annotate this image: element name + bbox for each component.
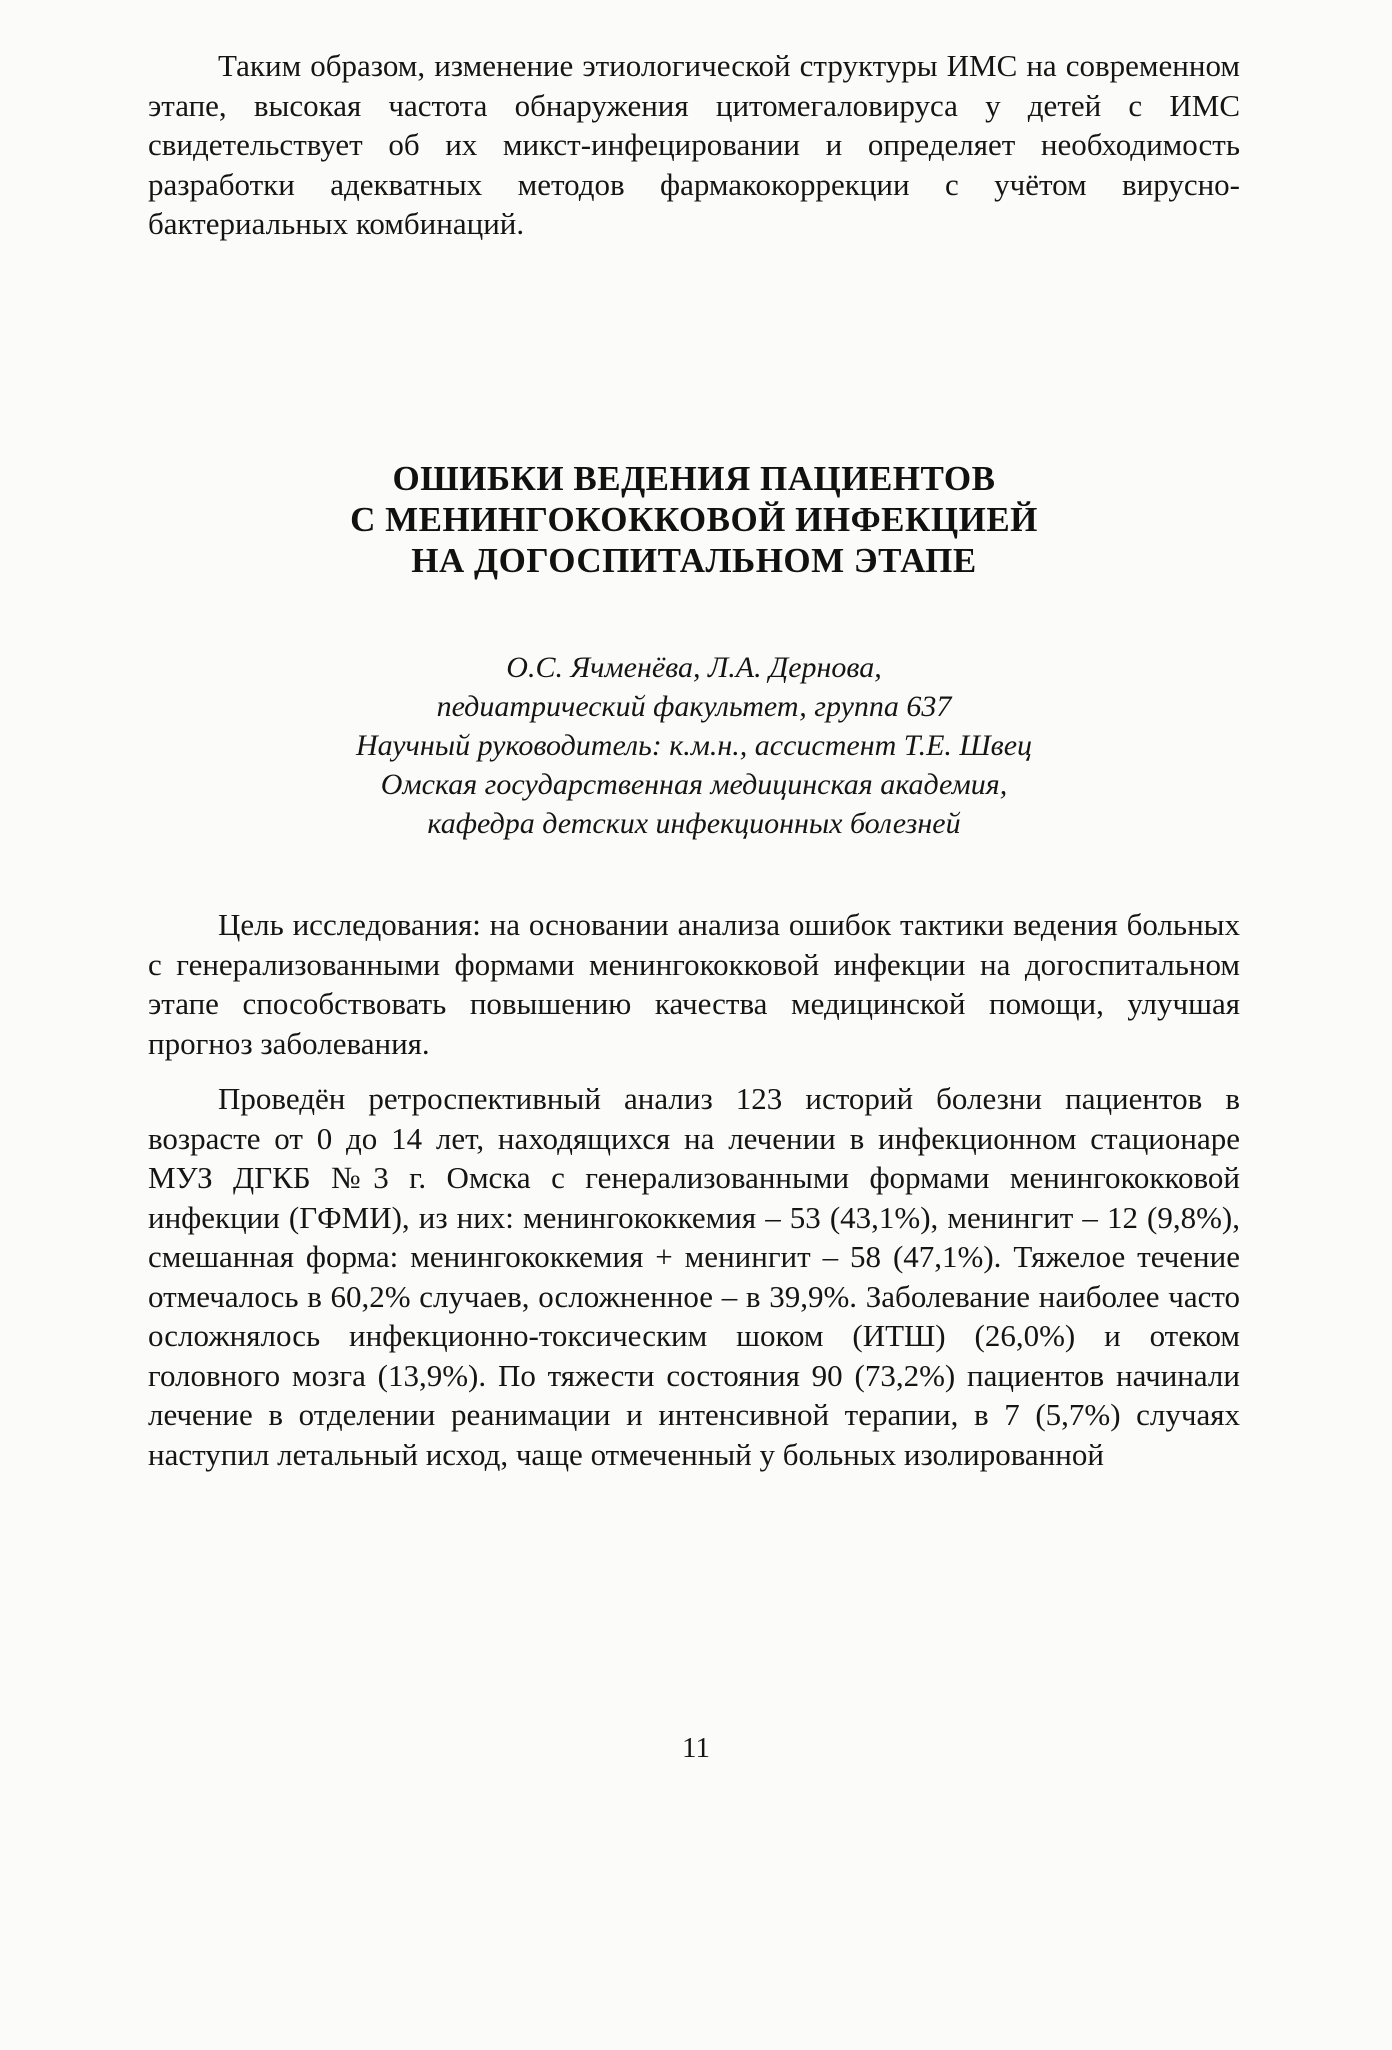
title-line-3: НА ДОГОСПИТАЛЬНОМ ЭТАПЕ [411,541,977,580]
authors-line: О.С. Ячменёва, Л.А. Дернова, [506,651,882,684]
article-title [148,458,1240,581]
supervisor-line: Научный руководитель: к.м.н., ассистент Т.Е. Швец [355,729,1033,762]
page-number: 11 [682,1732,710,1764]
intro-paragraph: Таким образом, изменение этиологической структуры ИМС на современном этапе, высокая частота обнаружения цитомегаловируса у детей с ИМС свидетельствует об их микст-инфецировании и определяет необходимость разработки адекватных методов фармакокоррекции с учётом вирусно-бактериальных комбинаций. [148,48,1240,241]
intro-text [148,46,1240,244]
faculty-line: педиатрический факультет, группа 637 [436,690,952,723]
institution-line: Омская государственная медицинская академия, [380,768,1008,801]
department-line: кафедра детских инфекционных болезней [427,807,961,840]
body-paragraph-1: Цель исследования: на основании анализа ошибок тактики ведения больных с генерализованными формами менингококковой инфекции на догоспитальном этапе способствовать повышению качества медицинской помощи, улучшая прогноз заболевания. [148,907,1240,1061]
article-body [148,905,1240,1474]
title-line-1: ОШИБКИ ВЕДЕНИЯ ПАЦИЕНТОВ [392,459,996,498]
body-paragraph-2: Проведён ретроспективный анализ 123 историй болезни пациентов в возрасте от 0 до 14 лет, находящихся на лечении в инфекционном стационаре МУЗ ДГКБ №3 г. Омска с генерализованными формами менингококковой инфекции (ГФМИ), из них: менингококкемия – 53 (43,1%), менингит – 12 (9,8%), смешанная форма: менингококкемия + менингит – 58 (47,1%). Тяжелое течение отмечалось в 60,2% случаев, осложненное – в 39,9%. Заболевание наиболее часто осложнялось инфекционно-токсическим шоком (ИТШ) (26,0%) и отеком головного мозга (13,9%). По тяжести состояния 90 (73,2%) пациентов начинали лечение в отделении реанимации и интенсивной терапии, в 7 (5,7%) случаях наступил летальный исход, чаще отмеченный у больных изолированной [148,1081,1240,1472]
title-line-2: С МЕНИНГОКОККОВОЙ ИНФЕКЦИЕЙ [350,500,1038,539]
author-block [148,648,1240,843]
